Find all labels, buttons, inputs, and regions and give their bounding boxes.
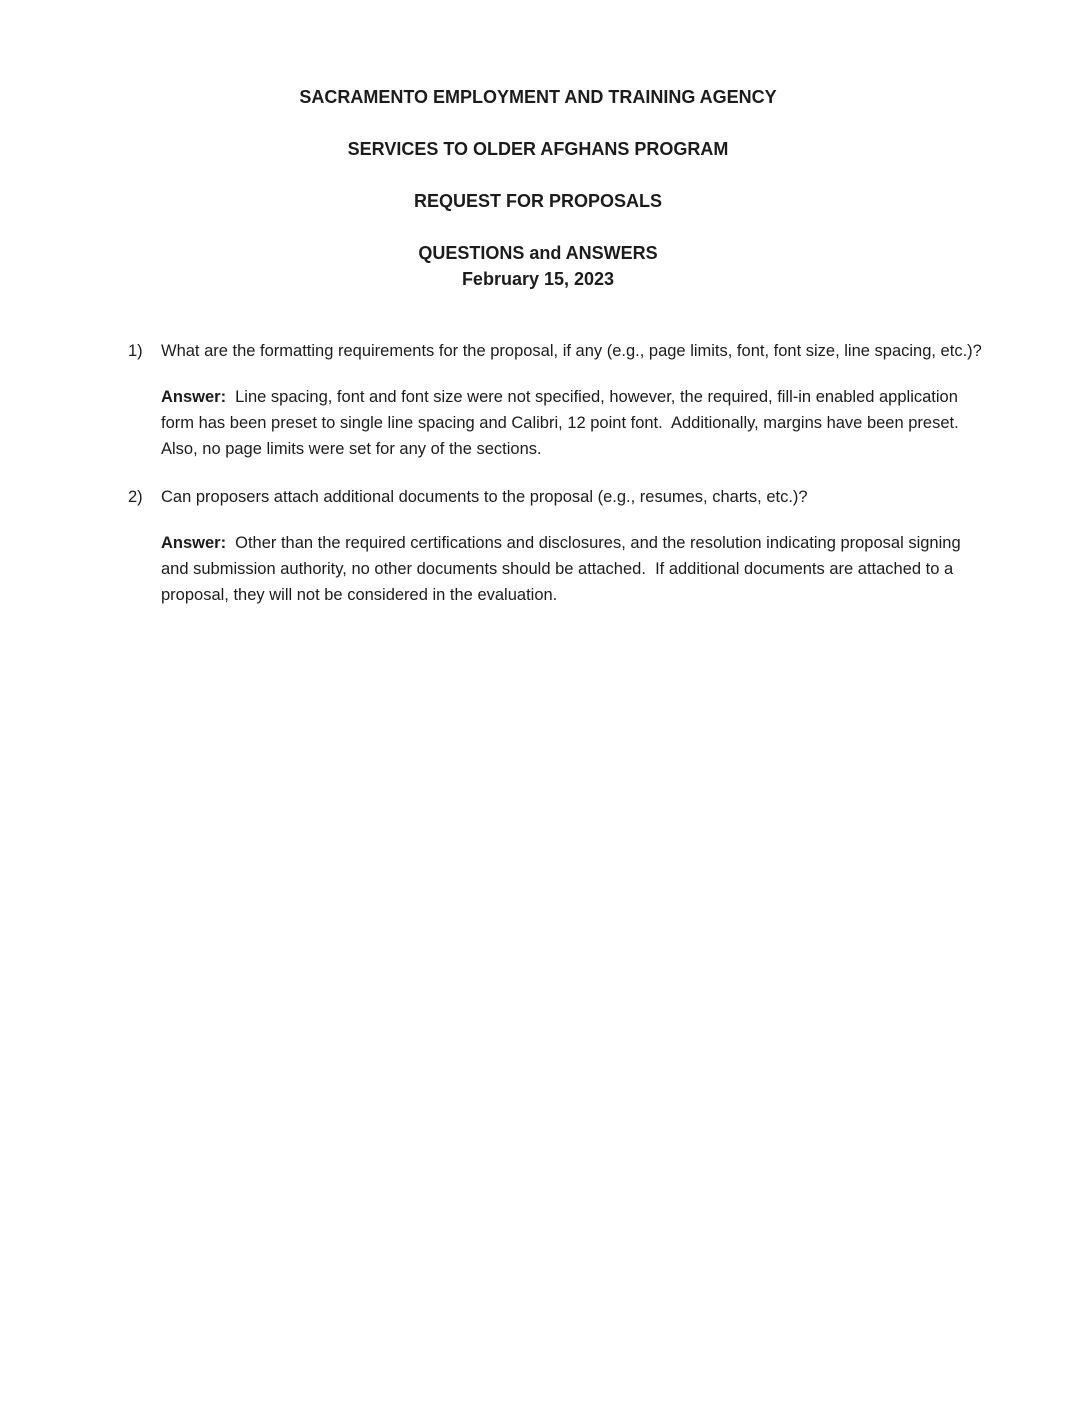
question-1-number: 1) [128,342,143,360]
question-2-text: Can proposers attach additional documents to the proposal (e.g., resumes, charts, etc.)? [161,488,808,506]
title-rfp: REQUEST FOR PROPOSALS [413,191,663,211]
answer-1-paragraph [161,384,988,462]
answer-2-label: Answer: [161,534,227,552]
answer-2-text: Other than the required certifications and disclosures, and the resolution indicating proposal signing and submission authority, no other documents should be attached. If additional documents are attached to a proposal, they will not be considered in the evaluation. [161,534,966,604]
qa-list [128,338,988,608]
question-2-number: 2) [128,488,143,506]
title-questions-answers: QUESTIONS and ANSWERS [418,243,658,263]
question-2-row [128,484,988,510]
answer-1-label: Answer: [161,388,227,406]
question-1-text: What are the formatting requirements for the proposal, if any (e.g., page limits, font, font size, line spacing, etc.)? [161,342,982,360]
document-title-block [128,84,948,292]
title-date: February 15, 2023 [461,269,615,289]
answer-1-text: Line spacing, font and font size were not specified, however, the required, fill-in enabled application form has been preset to single line spacing and Calibri, 12 point font. Additionally, margins have been preset. Also, no page limits were set for any of the sections. [161,388,967,458]
title-agency: SACRAMENTO EMPLOYMENT AND TRAINING AGENCY [299,87,777,107]
answer-2-paragraph [161,530,988,608]
title-program: SERVICES TO OLDER AFGHANS PROGRAM [347,139,729,159]
question-1-row [128,338,988,364]
qa-item-1 [128,338,988,462]
qa-item-2 [128,484,988,608]
